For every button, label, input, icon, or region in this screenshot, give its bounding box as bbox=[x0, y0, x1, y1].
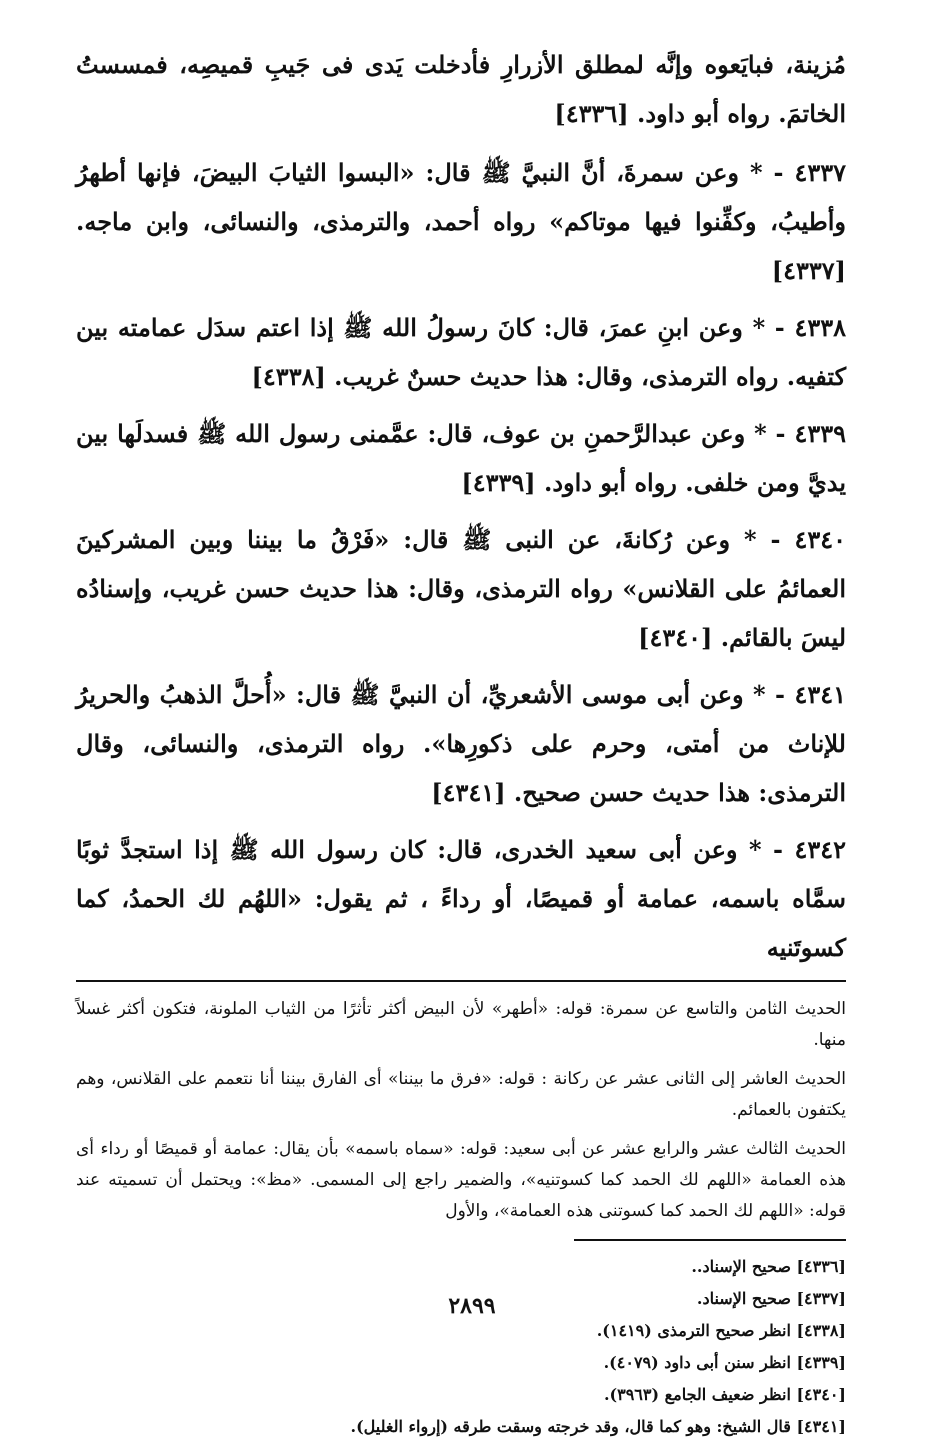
main-text bbox=[76, 40, 846, 972]
footnotes-divider bbox=[574, 1239, 846, 1241]
hadith-paragraph-4339: ٤٣٣٩ - * وعن عبدالرَّحمنِ بن عوف، قال: عمَّمنى رسول الله ﷺ فسدلَها بين يديَّ ومن خلفى. رواه أبو داود. [٤٣٣٩] bbox=[76, 419, 846, 497]
hadith-paragraph-4337: ٤٣٣٧ - * وعن سمرةَ، أنَّ النبيَّ ﷺ قال: «البسوا الثيابَ البيضَ، فإنها أطهرُ وأطيبُ، وكفِّنوا فيها موتاكم» رواه أحمد، والترمذى، والنسائى، وابن ماجه. [٤٣٣٧] bbox=[76, 158, 846, 285]
footnote-4340: [٤٣٤٠] انظر ضعيف الجامع (٣٩٦٣). bbox=[603, 1385, 846, 1404]
footnote-4338: [٤٣٣٨] انظر صحيح الترمذى (١٤١٩). bbox=[596, 1321, 846, 1340]
footnote-4336: [٤٣٣٦] صحيح الإسناد.. bbox=[691, 1257, 846, 1276]
hadith-paragraph-continuation: مُزينة، فبايَعوه وإنَّه لمطلق الأزرارِ فأدخلت يَدى فى جَيبِ قميصِه، فمسستُ الخاتمَ. رواه أبو داود. [٤٣٣٦] bbox=[76, 50, 846, 128]
commentary-paragraph: الحديث الثالث عشر والرابع عشر عن أبى سعيد: قوله: «سماه باسمه» بأن يقال: عمامة أو قميصًا أو رداء أى هذه العمامة «اللهم لك الحمد كما كسوتنيه»، والضمير راجع إلى المسمى. «مظ»: ويحتمل أن تسميته عند قوله: «اللهم لك الحمد كما كسوتنى هذه العمامة»، والأول bbox=[76, 1139, 846, 1221]
hadith-paragraph-4342: ٤٣٤٢ - * وعن أبى سعيد الخدرى، قال: كان رسول الله ﷺ إذا استجدَّ ثوبًا سمَّاه باسمه، عمامة أو قميصًا، أو رداءً ، ثم يقول: «اللهُم لك الحمدُ، كما كسوتَنيه bbox=[76, 835, 846, 962]
hadith-paragraph-4338: ٤٣٣٨ - * وعن ابنِ عمرَ، قال: كانَ رسولُ الله ﷺ إذا اعتم سدَل عمامته بين كتفيه. رواه الترمذى، وقال: هذا حديث حسنٌ غريب. [٤٣٣٨] bbox=[76, 313, 846, 391]
footnotes-section bbox=[76, 1251, 846, 1443]
footnote-4341: [٤٣٤١] قال الشيخ: وهو كما قال، وقد خرجته وسقت طرقه (إرواء الغليل). bbox=[350, 1417, 846, 1436]
commentary-paragraph: الحديث الثامن والتاسع عن سمرة: قوله: «أطهر» لأن البيض أكثر تأثرًا من الثياب الملونة، فتكون أكثر غسلاً منها. bbox=[76, 999, 846, 1050]
page-body bbox=[76, 40, 846, 1443]
footnote-4339: [٤٣٣٩] انظر سنن أبى داود (٤٠٧٩). bbox=[603, 1353, 846, 1372]
commentary-divider bbox=[76, 980, 846, 982]
commentary-paragraph: الحديث العاشر إلى الثانى عشر عن ركانة : قوله: «فرق ما بيننا» أى الفارق بيننا أنا نتعمم على القلانس، وهم يكتفون بالعمائم. bbox=[76, 1069, 846, 1120]
commentary-section bbox=[76, 994, 846, 1227]
hadith-paragraph-4341: ٤٣٤١ - * وعن أبى موسى الأشعريِّ، أن النبيَّ ﷺ قال: «أُحلَّ الذهبُ والحريرُ للإناث من أمتى، وحرم على ذكورِها». رواه الترمذى، والنسائى، وقال الترمذى: هذا حديث حسن صحيح. [٤٣٤١] bbox=[76, 680, 846, 807]
footnote-4337: [٤٣٣٧] صحيح الإسناد. bbox=[696, 1289, 846, 1308]
hadith-paragraph-4340: ٤٣٤٠ - * وعن رُكانةَ، عن النبى ﷺ قال: «فَرْقُ ما بيننا وبين المشركينَ العمائمُ على القلانس» رواه الترمذى، وقال: هذا حديث حسن غريب، وإسنادُه ليسَ بالقائم. [٤٣٤٠] bbox=[76, 525, 846, 652]
page-number: ٢٨٩٩ bbox=[448, 1293, 496, 1319]
